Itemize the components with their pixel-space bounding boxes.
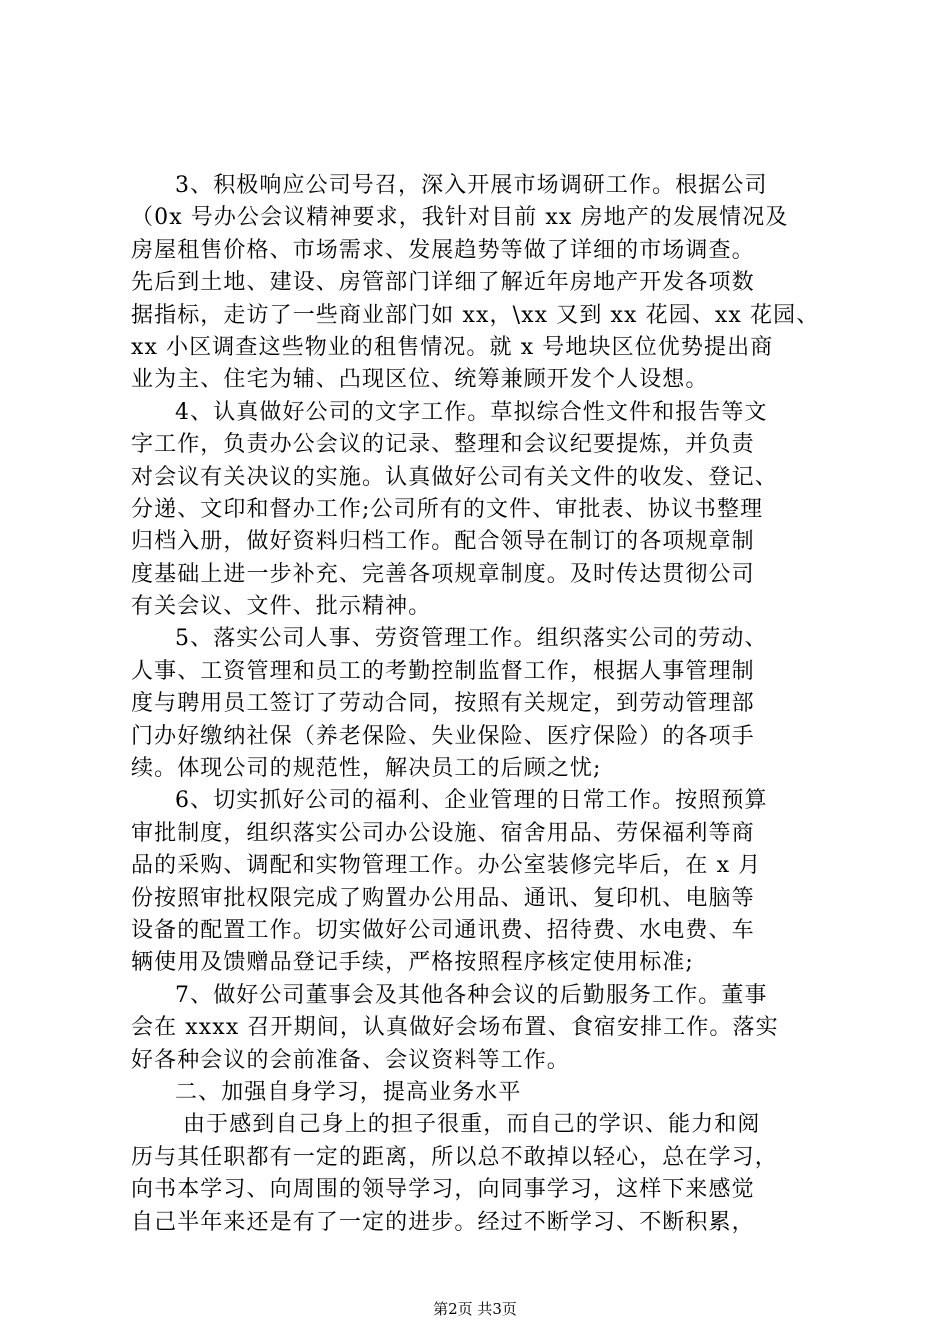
paragraph-3-line-5: 据指标，走访了一些商业部门如 xx，\xx 又到 xx 花园、xx 花园、 <box>131 302 820 328</box>
paragraph-5-line-3: 度与聘用员工签订了劳动合同，按照有关规定，到劳动管理部 <box>131 691 755 717</box>
paragraph-study-line-4: 自己半年来还是有了一定的进步。经过不断学习、不断积累， <box>131 1209 755 1235</box>
document-body <box>131 170 831 1239</box>
paragraph-3-line-3: 房屋租售价格、市场需求、发展趋势等做了详细的市场调查。 <box>131 237 755 263</box>
paragraph-study-line-1: 由于感到自己身上的担子很重，而自己的学识、能力和阅 <box>183 1112 761 1138</box>
paragraph-7-line-3: 好各种会议的会前准备、会议资料等工作。 <box>131 1047 570 1073</box>
paragraph-study-line-2: 历与其任职都有一定的距离，所以总不敢掉以轻心，总在学习， <box>131 1144 778 1170</box>
paragraph-4-line-5: 归档入册，做好资料归档工作。配合领导在制订的各项规章制 <box>131 529 755 555</box>
section-heading-2: 二、加强自身学习，提高业务水平 <box>175 1079 522 1105</box>
paragraph-7-line-2: 会在 xxxx 召开期间，认真做好会场布置、食宿安排工作。落实 <box>131 1015 779 1041</box>
paragraph-3-line-4: 先后到土地、建设、房管部门详细了解近年房地产开发各项数 <box>131 270 755 296</box>
paragraph-4-line-3: 对会议有关决议的实施。认真做好公司有关文件的收发、登记、 <box>131 464 778 490</box>
paragraph-study-line-3: 向书本学习、向周围的领导学习，向同事学习，这样下来感觉 <box>131 1177 755 1203</box>
paragraph-4-line-4: 分递、文印和督办工作;公司所有的文件、审批表、协议书整理 <box>131 496 764 522</box>
paragraph-3-line-6: xx 小区调查这些物业的租售情况。就 x 号地块区位优势提出商 <box>131 334 774 360</box>
paragraph-6-line-6: 辆使用及馈赠品登记手续，严格按照程序核定使用标准; <box>131 950 694 976</box>
paragraph-5-line-5: 续。体现公司的规范性，解决员工的后顾之忧; <box>131 756 602 782</box>
paragraph-6-line-5: 设备的配置工作。切实做好公司通讯费、招待费、水电费、车 <box>131 917 755 943</box>
paragraph-5-line-4: 门办好缴纳社保（养老保险、失业保险、医疗保险）的各项手 <box>131 723 755 749</box>
paragraph-4-line-7: 有关会议、文件、批示精神。 <box>131 594 432 620</box>
paragraph-6-line-4: 份按照审批权限完成了购置办公用品、通讯、复印机、电脑等 <box>131 885 755 911</box>
paragraph-4-line-1: 4、认真做好公司的文字工作。草拟综合性文件和报告等文 <box>175 399 768 425</box>
paragraph-5-line-1: 5、落实公司人事、劳资管理工作。组织落实公司的劳动、 <box>175 626 768 652</box>
paragraph-6-line-3: 品的采购、调配和实物管理工作。办公室装修完毕后，在 x 月 <box>131 853 762 879</box>
paragraph-4-line-2: 字工作，负责办公会议的记录、整理和会议纪要提炼，并负责 <box>131 432 755 458</box>
paragraph-3-line-2: （0x 号办公会议精神要求，我针对目前 xx 房地产的发展情况及 <box>131 205 789 231</box>
paragraph-5-line-2: 人事、工资管理和员工的考勤控制监督工作，根据人事管理制 <box>131 658 755 684</box>
page-number-footer: 第2页 共3页 <box>433 1300 517 1318</box>
paragraph-6-line-2: 审批制度，组织落实公司办公设施、宿舍用品、劳保福利等商 <box>131 820 755 846</box>
paragraph-7-line-1: 7、做好公司董事会及其他各种会议的后勤服务工作。董事 <box>175 982 768 1008</box>
paragraph-4-line-6: 度基础上进一步补充、完善各项规章制度。及时传达贯彻公司 <box>131 561 755 587</box>
paragraph-3-line-7: 业为主、住宅为辅、凸现区位、统筹兼顾开发个人设想。 <box>131 367 709 393</box>
paragraph-6-line-1: 6、切实抓好公司的福利、企业管理的日常工作。按照预算 <box>175 788 768 814</box>
paragraph-3-line-1: 3、积极响应公司号召，深入开展市场调研工作。根据公司 <box>175 173 768 198</box>
